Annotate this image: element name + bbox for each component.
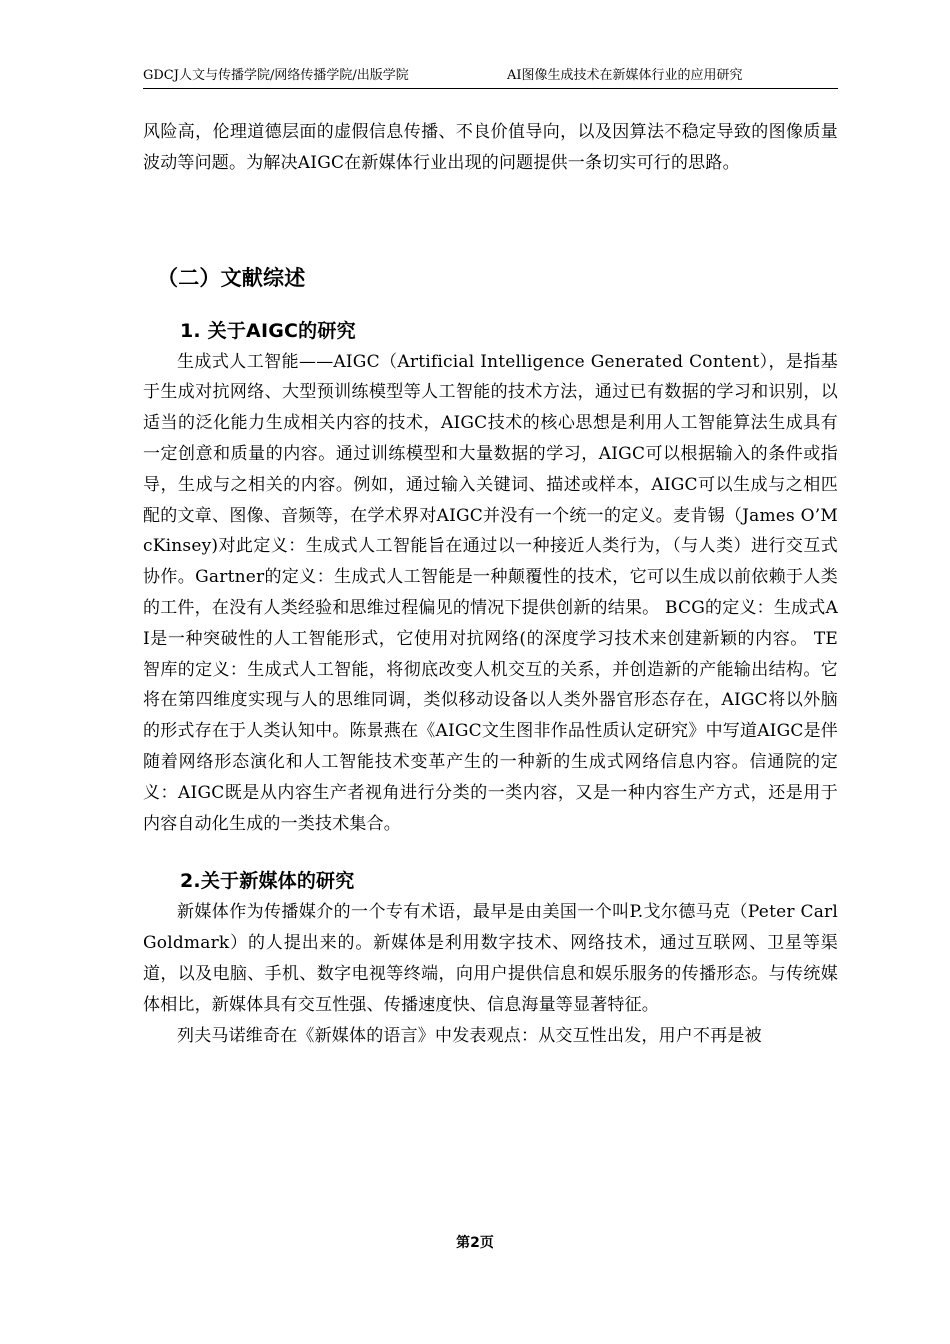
new-media-paragraph-2: 列夫马诺维奇在《新媒体的语言》中发表观点：从交互性出发，用户不再是被 — [177, 1025, 762, 1046]
aigc-research-paragraph: 生成式人工智能——AIGC（Artificial Intelligence Generated Content），是指基于生成对抗网络、大型预训练模型等人工智能的技术方法，通过已有数据的学习和识别，以适当的泛化能力生成相关内容的技术，AIGC技术的核心思想是利用人工智能算法生成具有一定创意和质量的内容。通过训练模型和大量数据的学习，AIGC可以根据输入的条件或指导，生成与之相关的内容。例如，通过输入关键词、描述或样本，AIGC可以生成与之相匹配的文章、图像、音频等，在学术界对AIGC并没有一个统一的定义。麦肯锡（James O’McKinsey)对此定义：生成式人工智能旨在通过以一种接近人类行为，（与人类）进行交互式协作。Gartner的定义：生成式人工智能是一种颠覆性的技术，它可以生成以前依赖于人类的工件，在没有人类经验和思维过程偏见的情况下提供创新的结果。 BCG的定义：生成式AI是一种突破性的人工智能形式，它使用对抗网络(的深度学习技术来创建新颖的内容。 TE智库的定义：生成式人工智能，将彻底改变人机交互的关系，并创造新的产能输出结构。它将在第四维度实现与人的思维同调，类似移动设备以人类外器官形态存在，AIGC将以外脑的形式存在于人类认知中。陈景燕在《AIGC文生图非作品性质认定研究》中写道AIGC是伴随着网络形态演化和人工智能技术变革产生的一种新的生成式网络信息内容。信通院的定义：AIGC既是从内容生产者视角进行分类的一类内容，又是一种内容生产方式，还是用于内容自动化生成的一类技术集合。 — [143, 351, 838, 834]
subsection-title-new-media: 2.关于新媒体的研究 — [180, 870, 355, 893]
page-number: 第2页 — [456, 1235, 494, 1251]
subsection-title-aigc: 1. 关于AIGC的研究 — [180, 319, 356, 342]
header-paper-title: AI图像生成技术在新媒体行业的应用研究 — [507, 68, 743, 83]
intro-tail-paragraph: 风险高，伦理道德层面的虚假信息传播、不良价值导向，以及因算法不稳定导致的图像质量波动等问题。为解决AIGC在新媒体行业出现的问题提供一条切实可行的思路。 — [143, 122, 838, 173]
new-media-paragraph-1: 新媒体作为传播媒介的一个专有术语，最早是由美国一个叫P.戈尔德马克（Peter Carl Goldmark）的人提出来的。新媒体是利用数字技术、网络技术，通过互联网、卫星等渠道，以及电脑、手机、数字电视等终端，向用户提供信息和娱乐服务的传播形态。与传统媒体相比，新媒体具有交互性强、传播速度快、信息海量等显著特征。 — [143, 902, 838, 1015]
section-title-literature-review: （二）文献综述 — [157, 265, 306, 290]
header-institution: GDCJ人文与传播学院/网络传播学院/出版学院 — [143, 68, 409, 83]
page-content — [143, 117, 838, 1051]
page-header — [143, 66, 838, 89]
